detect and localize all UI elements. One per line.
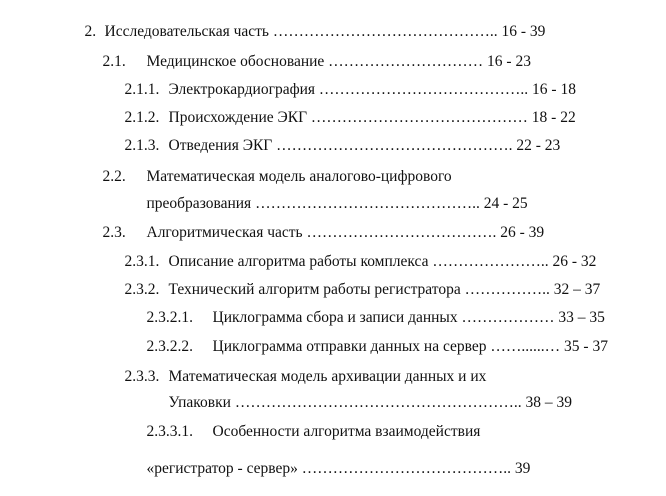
toc-entry-pages: 38 – 39 <box>521 394 572 411</box>
toc-entry-pages: 22 - 23 <box>512 137 561 154</box>
toc-entry-title: Математическая модель архивации данных и их <box>168 368 487 385</box>
toc-entry-pages: 16 - 23 <box>483 53 531 70</box>
toc-entry-leader: ………………………………. <box>306 224 497 241</box>
toc-entry-number: 2.1. <box>102 53 126 70</box>
toc-entry-leader: …………………………………… <box>310 109 528 126</box>
toc-entry-number: 2.3.2.2. <box>146 338 193 355</box>
toc-entry-leader: …………………………………….. <box>255 195 480 212</box>
toc-entry-title: Электрокардиография <box>168 81 319 98</box>
toc-entry-number: 2.3.3.1. <box>146 423 193 440</box>
toc-entry-number: 2.2. <box>102 168 126 185</box>
toc-entry-number: 2.3.1. <box>124 253 160 270</box>
toc-entry-title: Медицинское обоснование <box>146 53 329 70</box>
toc-entry-pages: 26 - 39 <box>496 224 545 241</box>
toc-entry-leader: ………………….. <box>432 253 549 270</box>
toc-entry-pages: 16 - 18 <box>528 81 576 98</box>
toc-entry-pages: 32 – 37 <box>549 281 601 298</box>
toc-entry-leader: ………………………………….. <box>301 460 512 477</box>
toc-entry-title: Исследовательская часть <box>104 23 273 40</box>
toc-entry-number: 2.3.2. <box>124 281 160 298</box>
toc-entry-title: Циклограмма сбора и записи данных <box>212 309 462 326</box>
toc-entry-title: Алгоритмическая часть <box>146 224 307 241</box>
toc-entry-number: 2.1.3. <box>124 137 160 154</box>
toc-entry-title: Математическая модель аналогово-цифрового <box>146 168 452 185</box>
toc-entry-number: 2. <box>84 23 97 40</box>
toc-entry-pages: 39 <box>511 460 531 477</box>
toc-entry <box>87 150 126 204</box>
toc-entry-number: 2.1.2. <box>124 109 160 126</box>
toc-entry-title: Описание алгоритма работы комплекса <box>168 253 433 270</box>
toc-entry-number: 2.3. <box>102 224 126 241</box>
toc-entry-pages: 33 – 35 <box>554 309 605 326</box>
toc-entry-title: Особенности алгоритма взаимодействия <box>212 423 481 440</box>
toc-entry-pages: 16 - 39 <box>497 23 546 40</box>
toc-entry-pages: 24 - 25 <box>479 195 528 212</box>
toc-entry-pages: 18 - 22 <box>527 109 576 126</box>
toc-entry-number: 2.3.2.1. <box>146 309 193 326</box>
toc-entry-leader: ……......… <box>490 338 561 355</box>
toc-entry-title: Происхождение ЭКГ <box>168 109 311 126</box>
toc-entry-leader: ……………………………………………….. <box>234 394 522 411</box>
toc-entry-title: Технический алгоритм работы регистратора <box>168 281 465 298</box>
toc-entry-title: Циклограмма отправки данных на сервер <box>212 338 491 355</box>
toc-entry-leader: ………………………… <box>328 53 484 70</box>
toc-entry-leader: ………………………………….. <box>318 81 529 98</box>
toc-entry-pages: 26 - 32 <box>548 253 597 270</box>
toc-entry-title: преобразования <box>146 195 256 212</box>
toc-entry-leader: ……………… <box>461 309 555 326</box>
toc-entry-leader: ………………………………………. <box>276 137 513 154</box>
toc-entry-number: 2.3.3. <box>124 368 160 385</box>
toc-entry-title: Упаковки <box>168 394 235 411</box>
toc-entry-pages: 35 - 37 <box>560 338 608 355</box>
toc-entry <box>109 350 159 404</box>
toc-entry-continuation <box>131 442 530 496</box>
toc-entry-leader: …………………………………….. <box>272 23 498 40</box>
toc-entry-title: Отведения ЭКГ <box>168 137 277 154</box>
toc-entry-title: «регистратор - сервер» <box>146 460 302 477</box>
toc-entry-number: 2.1.1. <box>124 81 160 98</box>
toc-entry-leader: …………….. <box>464 281 550 298</box>
